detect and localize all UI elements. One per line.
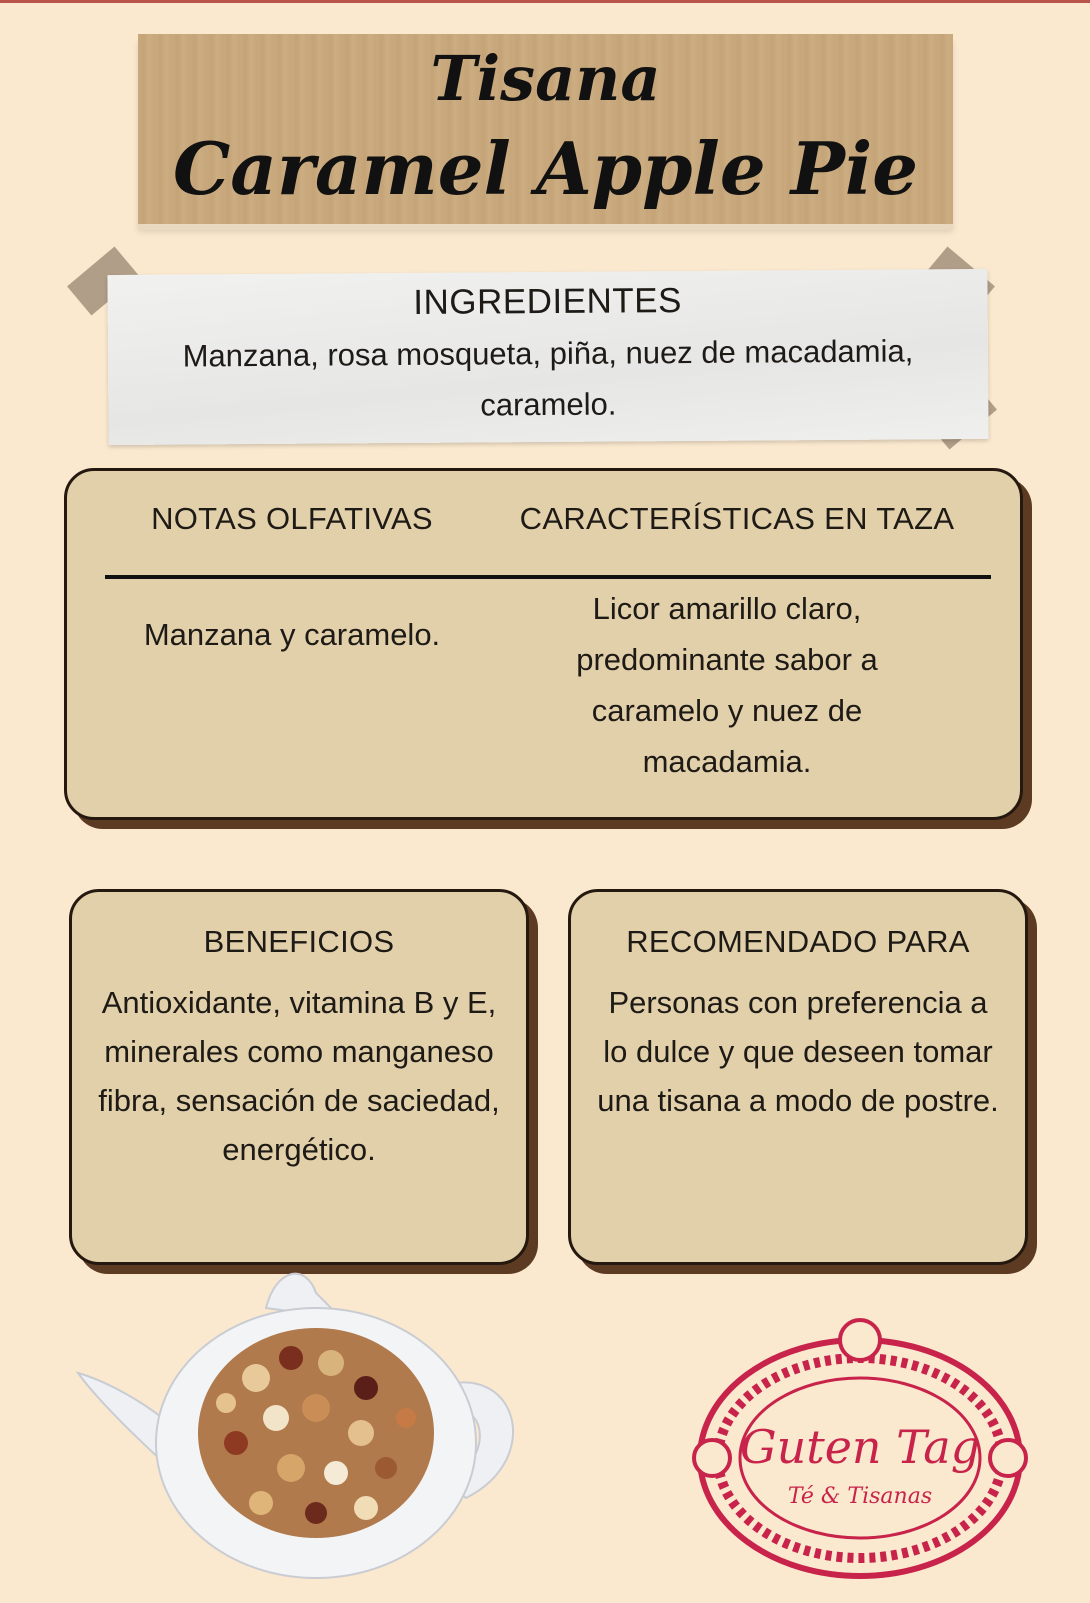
profile-divider — [105, 575, 991, 579]
title-line-1: Tisana — [430, 42, 661, 115]
ingredients-heading: INGREDIENTES — [413, 281, 683, 322]
benefits-card — [69, 889, 529, 1265]
profile-card — [64, 468, 1023, 820]
ingredients-note — [107, 269, 988, 445]
benefits-text: Antioxidante, vitamina B y E, minerales como manganeso fibra, sensación de saciedad, energético. — [98, 985, 500, 1167]
brand-tagline: Té & Tisanas — [787, 1484, 933, 1509]
cup-characteristics-heading: CARACTERÍSTICAS EN TAZA — [519, 501, 955, 536]
recommended-card — [568, 889, 1028, 1265]
teapot-tray-image — [76, 1268, 536, 1588]
olfactory-notes-heading: NOTAS OLFATIVAS — [151, 501, 433, 536]
recommended-text: Personas con preferencia a lo dulce y que deseen tomar una tisana a modo de postre. — [597, 985, 999, 1118]
top-border — [0, 0, 1090, 3]
recommended-heading: RECOMENDADO PARA — [626, 924, 970, 959]
benefits-heading: BENEFICIOS — [203, 924, 395, 959]
guten-tag-logo — [690, 1318, 1030, 1588]
cup-characteristics-text: Licor amarillo claro, predominante sabor a caramelo y nuez de macadamia. — [576, 591, 878, 779]
title-line-2: Caramel Apple Pie — [172, 126, 919, 211]
olfactory-notes-text: Manzana y caramelo. — [143, 617, 441, 652]
title-banner — [138, 34, 953, 224]
brand-name: Guten Tag — [739, 1420, 981, 1474]
ingredients-text: Manzana, rosa mosqueta, piña, nuez de macadamia, caramelo. — [182, 333, 914, 423]
